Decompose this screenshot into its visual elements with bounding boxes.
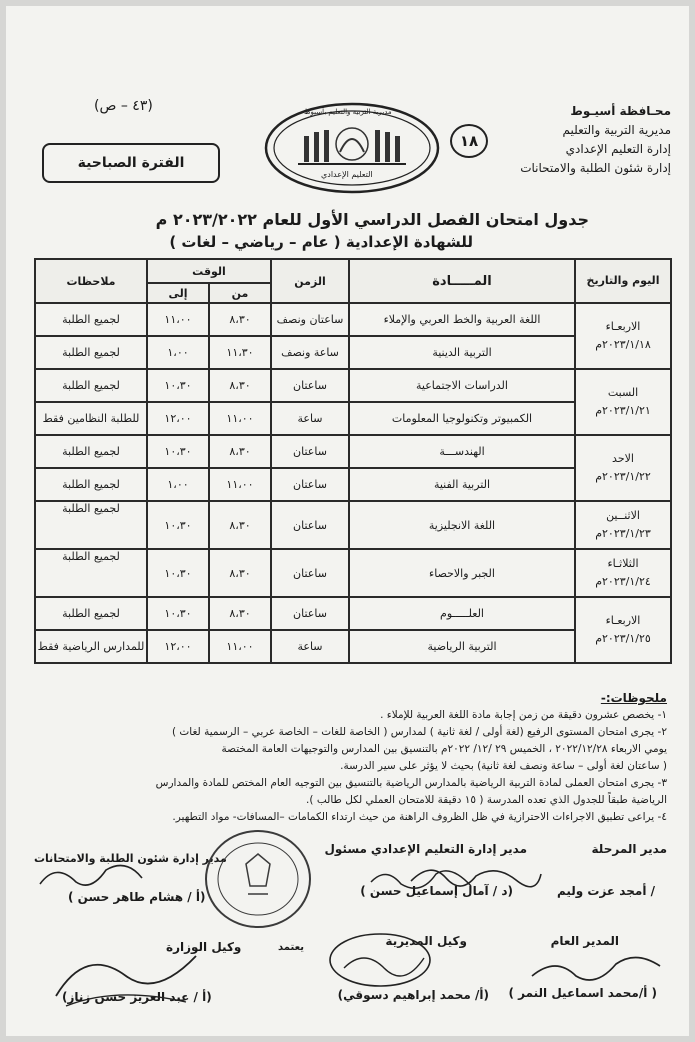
note-cell: للطلبة النظامين فقط [35,402,147,435]
subject-cell: العلـــــوم [349,597,575,630]
note-line: ٤- يراعى تطبيق الاجراءات الاحترازية في ظل الظروف الراهنة من حيث ارتداء الكمامات –المسافات- مواد التطهير. [172,811,667,823]
subject-cell: التربية الرياضية [349,630,575,663]
signature-general-manager [526,946,666,990]
from-cell: ١١،٣٠ [209,336,271,369]
stage-manager-name: / أمجد عزت وليم [556,884,655,898]
to-cell: ١٠،٣٠ [147,435,209,468]
signature-prep [366,862,476,898]
day-name: الاربعـاء [605,614,641,627]
subject-cell: الهندســـة [349,435,575,468]
note-cell: لجميع الطلبة [35,435,147,468]
note-cell: لجميع الطلبة [35,369,147,402]
day-name: الاحد [612,452,634,465]
header-day: اليوم والتاريخ [575,259,671,303]
prep-admin: إدارة التعليم الإعدادي [565,142,671,156]
day-date: ٢٠٢٣/١/٢٣م [595,527,651,540]
note-line: ٢- يجرى امتحان المستوى الرفيع (لغة أولى / لغة ثانية ) لمدارس ( الخاصة للغات – الخاصة عربي – الرسمية لغات ) [171,726,667,738]
to-cell: ١٠،٣٠ [147,501,209,549]
note-cell: لجميع الطلبة [35,336,147,369]
note-line: الرياضية طبقاً للجدول الذي تعده المدرسة ( ١٥ دقيقة للامتحان العملي لكل طالب ). [306,794,667,806]
deputy-director-title: وكيل المديرية [385,934,467,948]
form-code: (٤٣ – ص) [94,98,153,114]
subject-cell: التربية الفنية [349,468,575,501]
day-date: ٢٠٢٣/١/٢٥م [595,632,651,645]
general-manager-title: المدير العام [550,934,619,948]
deputy-director-name: (أ/ محمد إبراهيم دسوقي) [337,988,489,1002]
from-cell: ٨،٣٠ [209,369,271,402]
day-date: ٢٠٢٣/١/٢١م [595,404,651,417]
signatures-area [6,6,689,1036]
from-cell: ٨،٣٠ [209,549,271,597]
duration-cell: ساعة ونصف [271,336,349,369]
logo-text-bottom: التعليم الإعدادي [321,170,373,179]
notes-title: ملحوظات:- [600,691,667,705]
header-time: الوقت [147,259,271,283]
to-cell: ١٠،٣٠ [147,369,209,402]
from-cell: ٨،٣٠ [209,501,271,549]
official-stamp [198,824,318,934]
note-line: ١- يخصص عشرون دقيقة من زمن إجابة مادة اللغة العربية للإملاء . [380,709,667,721]
from-cell: ١١،٠٠ [209,468,271,501]
duration-cell: ساعة [271,402,349,435]
day-name: السبت [607,386,639,399]
subject-cell: التربية الدينية [349,336,575,369]
note-line: ٣- يجرى امتحان العملى لمادة التربية الرياضية بالمدارس الرياضية بالتنسيق بين التوجيه العام المختص للمادة والمدارس [155,777,667,789]
duration-cell: ساعتان [271,369,349,402]
day-name: الاثنــين [606,509,640,522]
from-cell: ٨،٣٠ [209,303,271,336]
note-line: ( ساعتان لغة أولى – ساعة ونصف لغة ثانية) بحيث لا يؤثر على سير الدرسة. [340,760,667,772]
to-cell: ١١،٠٠ [147,303,209,336]
signature-deputy-director [324,928,434,990]
header-subject: المـــــادة [349,259,575,303]
day-date: ٢٠٢٣/١/٢٤م [595,575,651,588]
header-duration: الزمن [271,259,349,303]
header-from: من [209,283,271,303]
directorate: مديرية التربية والتعليم [562,123,671,137]
header-to: إلى [147,283,209,303]
duration-cell: ساعتان [271,468,349,501]
exam-title: جدول امتحان الفصل الدراسي الأول للعام ٢٠٢٣/٢٠٢٢ م [155,210,589,229]
to-cell: ١٠،٣٠ [147,597,209,630]
subject-cell: اللغة العربية والخط العربي والإملاء [349,303,575,336]
note-cell: لجميع الطلبة [35,303,147,336]
exam-subtitle: للشهادة الإعدادية ( عام – رياضي – لغات ) [169,233,473,251]
duration-cell: ساعتان ونصف [271,303,349,336]
note-cell: للمدارس الرياضية فقط [35,630,147,663]
header-notes: ملاحظات [35,259,147,303]
note-cell: لجميع الطلبة [35,549,147,597]
duration-cell: ساعتان [271,549,349,597]
stamp-approve-text: يعتمد [278,942,304,953]
day-name: الثلاثـاء [607,557,639,570]
signature-affairs [36,856,146,896]
stage-manager-title: مدير المرحلة [591,842,667,856]
duration-cell: ساعتان [271,435,349,468]
duration-cell: ساعة [271,630,349,663]
to-cell: ١٢،٠٠ [147,402,209,435]
from-cell: ١١،٠٠ [209,630,271,663]
affairs-admin: إدارة شئون الطلبة والامتحانات [520,161,671,175]
subject-cell: الجبر والاحصاء [349,549,575,597]
duration-cell: ساعتان [271,501,349,549]
duration-cell: ساعتان [271,597,349,630]
exam-document [6,6,689,1036]
to-cell: ١٠،٣٠ [147,549,209,597]
from-cell: ٨،٣٠ [209,597,271,630]
from-cell: ١١،٠٠ [209,402,271,435]
note-line: يومي الاربعاء ٢٠٢٢/١٢/٢٨ ، الخميس ٢٩ /١٢/ ٢٠٢٢م بالتنسيق بين المدارس والتوجيهات العامة المختصة [221,743,667,755]
note-cell: لجميع الطلبة [35,468,147,501]
period-box: الفترة الصباحية [42,143,220,183]
official-label: مسئول [324,842,367,856]
note-cell: لجميع الطلبة [35,501,147,549]
subject-cell: الكمبيوتر وتكنولوجيا المعلومات [349,402,575,435]
affairs-manager-name: (أ / هشام طاهر حسن ) [68,890,206,904]
ministry-deputy-title: وكيل الوزارة [166,940,242,954]
governorate: محـافظة أسيـوط [570,104,671,118]
logo-text-top: مديرية التربية والتعليم بأسيوط [304,108,392,116]
to-cell: ١،٠٠ [147,468,209,501]
day-date: ٢٠٢٣/١/٢٢م [595,470,651,483]
subject-cell: الدراسات الاجتماعية [349,369,575,402]
affairs-manager-title: مدير إدارة شئون الطلبة والامتحانات [34,852,227,865]
circle-number: ١٨ [450,124,488,158]
subject-cell: اللغة الانجليزية [349,501,575,549]
general-manager-name: ( أ/محمد اسماعيل النمر ) [508,986,657,1000]
to-cell: ١،٠٠ [147,336,209,369]
day-date: ٢٠٢٣/١/١٨م [595,338,651,351]
from-cell: ٨،٣٠ [209,435,271,468]
ministry-deputy-name: (أ / عبد العزيز حسن زناز) [62,990,212,1004]
to-cell: ١٢،٠٠ [147,630,209,663]
prep-manager-title: مدير إدارة التعليم الإعدادي [370,842,527,856]
signature-ministry-deputy [46,936,206,1016]
note-cell: لجميع الطلبة [35,597,147,630]
prep-manager-name: (د / آمال إسماعيل حسن ) [360,884,513,898]
day-name: الاربعـاء [605,320,641,333]
